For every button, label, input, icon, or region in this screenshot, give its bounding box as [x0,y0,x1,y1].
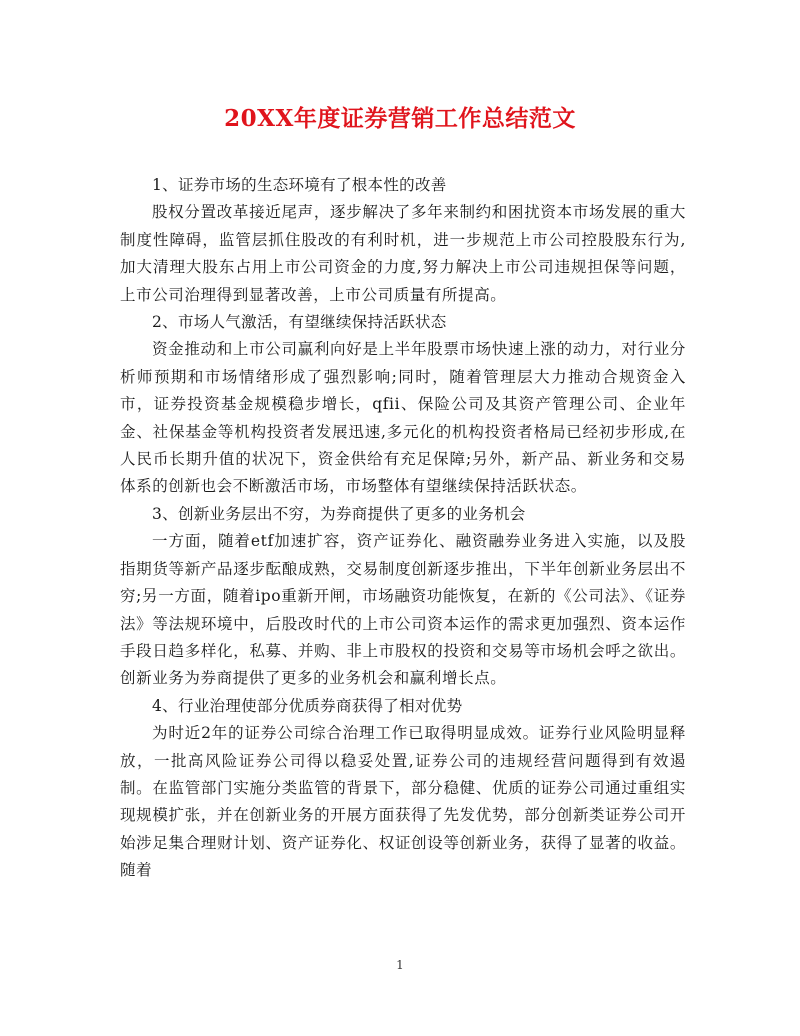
page-number: 1 [396,958,404,972]
section-2-paragraph: 资金推动和上市公司赢利向好是上半年股票市场快速上涨的动力，对行业分析师预期和市场情绪形成了强烈影响;同时，随着管理层大力推动合规资金入市，证券投资基金规模稳步增长，qfii、保险公司及其资产管理公司、企业年金、社保基金等机构投资者发展迅速,多元化的机构投资者格局已经初步形成,在人民币长期升值的状况下，资金供给有充足保障;另外，新产品、新业务和交易体系的创新也会不断激活市场，市场整体有望继续保持活跃状态。 [120,340,686,496]
document-title: 20XX年度证券营销工作总结范文 [224,105,576,132]
section-4-paragraph: 为时近2年的证券公司综合治理工作已取得明显成效。证券行业风险明显释放，一批高风险证券公司得以稳妥处置,证券公司的违规经营问题得到有效遏制。在监管部门实施分类监管的背景下，部分稳健、优质的证券公司通过重组实现规模扩张，并在创新业务的开展方面获得了先发优势，部分创新类证券公司开始涉足集合理财计划、资产证券化、权证创设等创新业务，获得了显著的收益。随着 [120,724,686,880]
section-4-heading: 4、行业治理使部分优质券商获得了相对优势 [152,696,463,715]
section-1-paragraph: 股权分置改革接近尾声，逐步解决了多年来制约和困扰资本市场发展的重大制度性障碍，监管层抓住股改的有利时机，进一步规范上市公司控股股东行为,加大清理大股东占用上市公司资金的力度,努力解决上市公司违规担保等问题，上市公司治理得到显著改善，上市公司质量有所提高。 [120,203,686,304]
section-3-heading: 3、创新业务层出不穷，为券商提供了更多的业务机会 [152,504,526,523]
section-1-heading: 1、证券市场的生态环境有了根本性的改善 [152,176,447,194]
document-body [120,172,686,885]
section-3-paragraph: 一方面，随着etf加速扩容，资产证券化、融资融券业务进入实施，以及股指期货等新产品逐步酝酿成熟，交易制度创新逐步推出，下半年创新业务层出不穷;另一方面，随着ipo重新开闸，市场融资功能恢复，在新的《公司法》、《证券法》等法规环境中，后股改时代的上市公司资本运作的需求更加强烈、资本运作手段日趋多样化，私募、并购、非上市股权的投资和交易等市场机会呼之欲出。创新业务为券商提供了更多的业务机会和赢利增长点。 [120,532,686,688]
section-2-heading: 2、市场人气激活，有望继续保持活跃状态 [152,313,447,332]
